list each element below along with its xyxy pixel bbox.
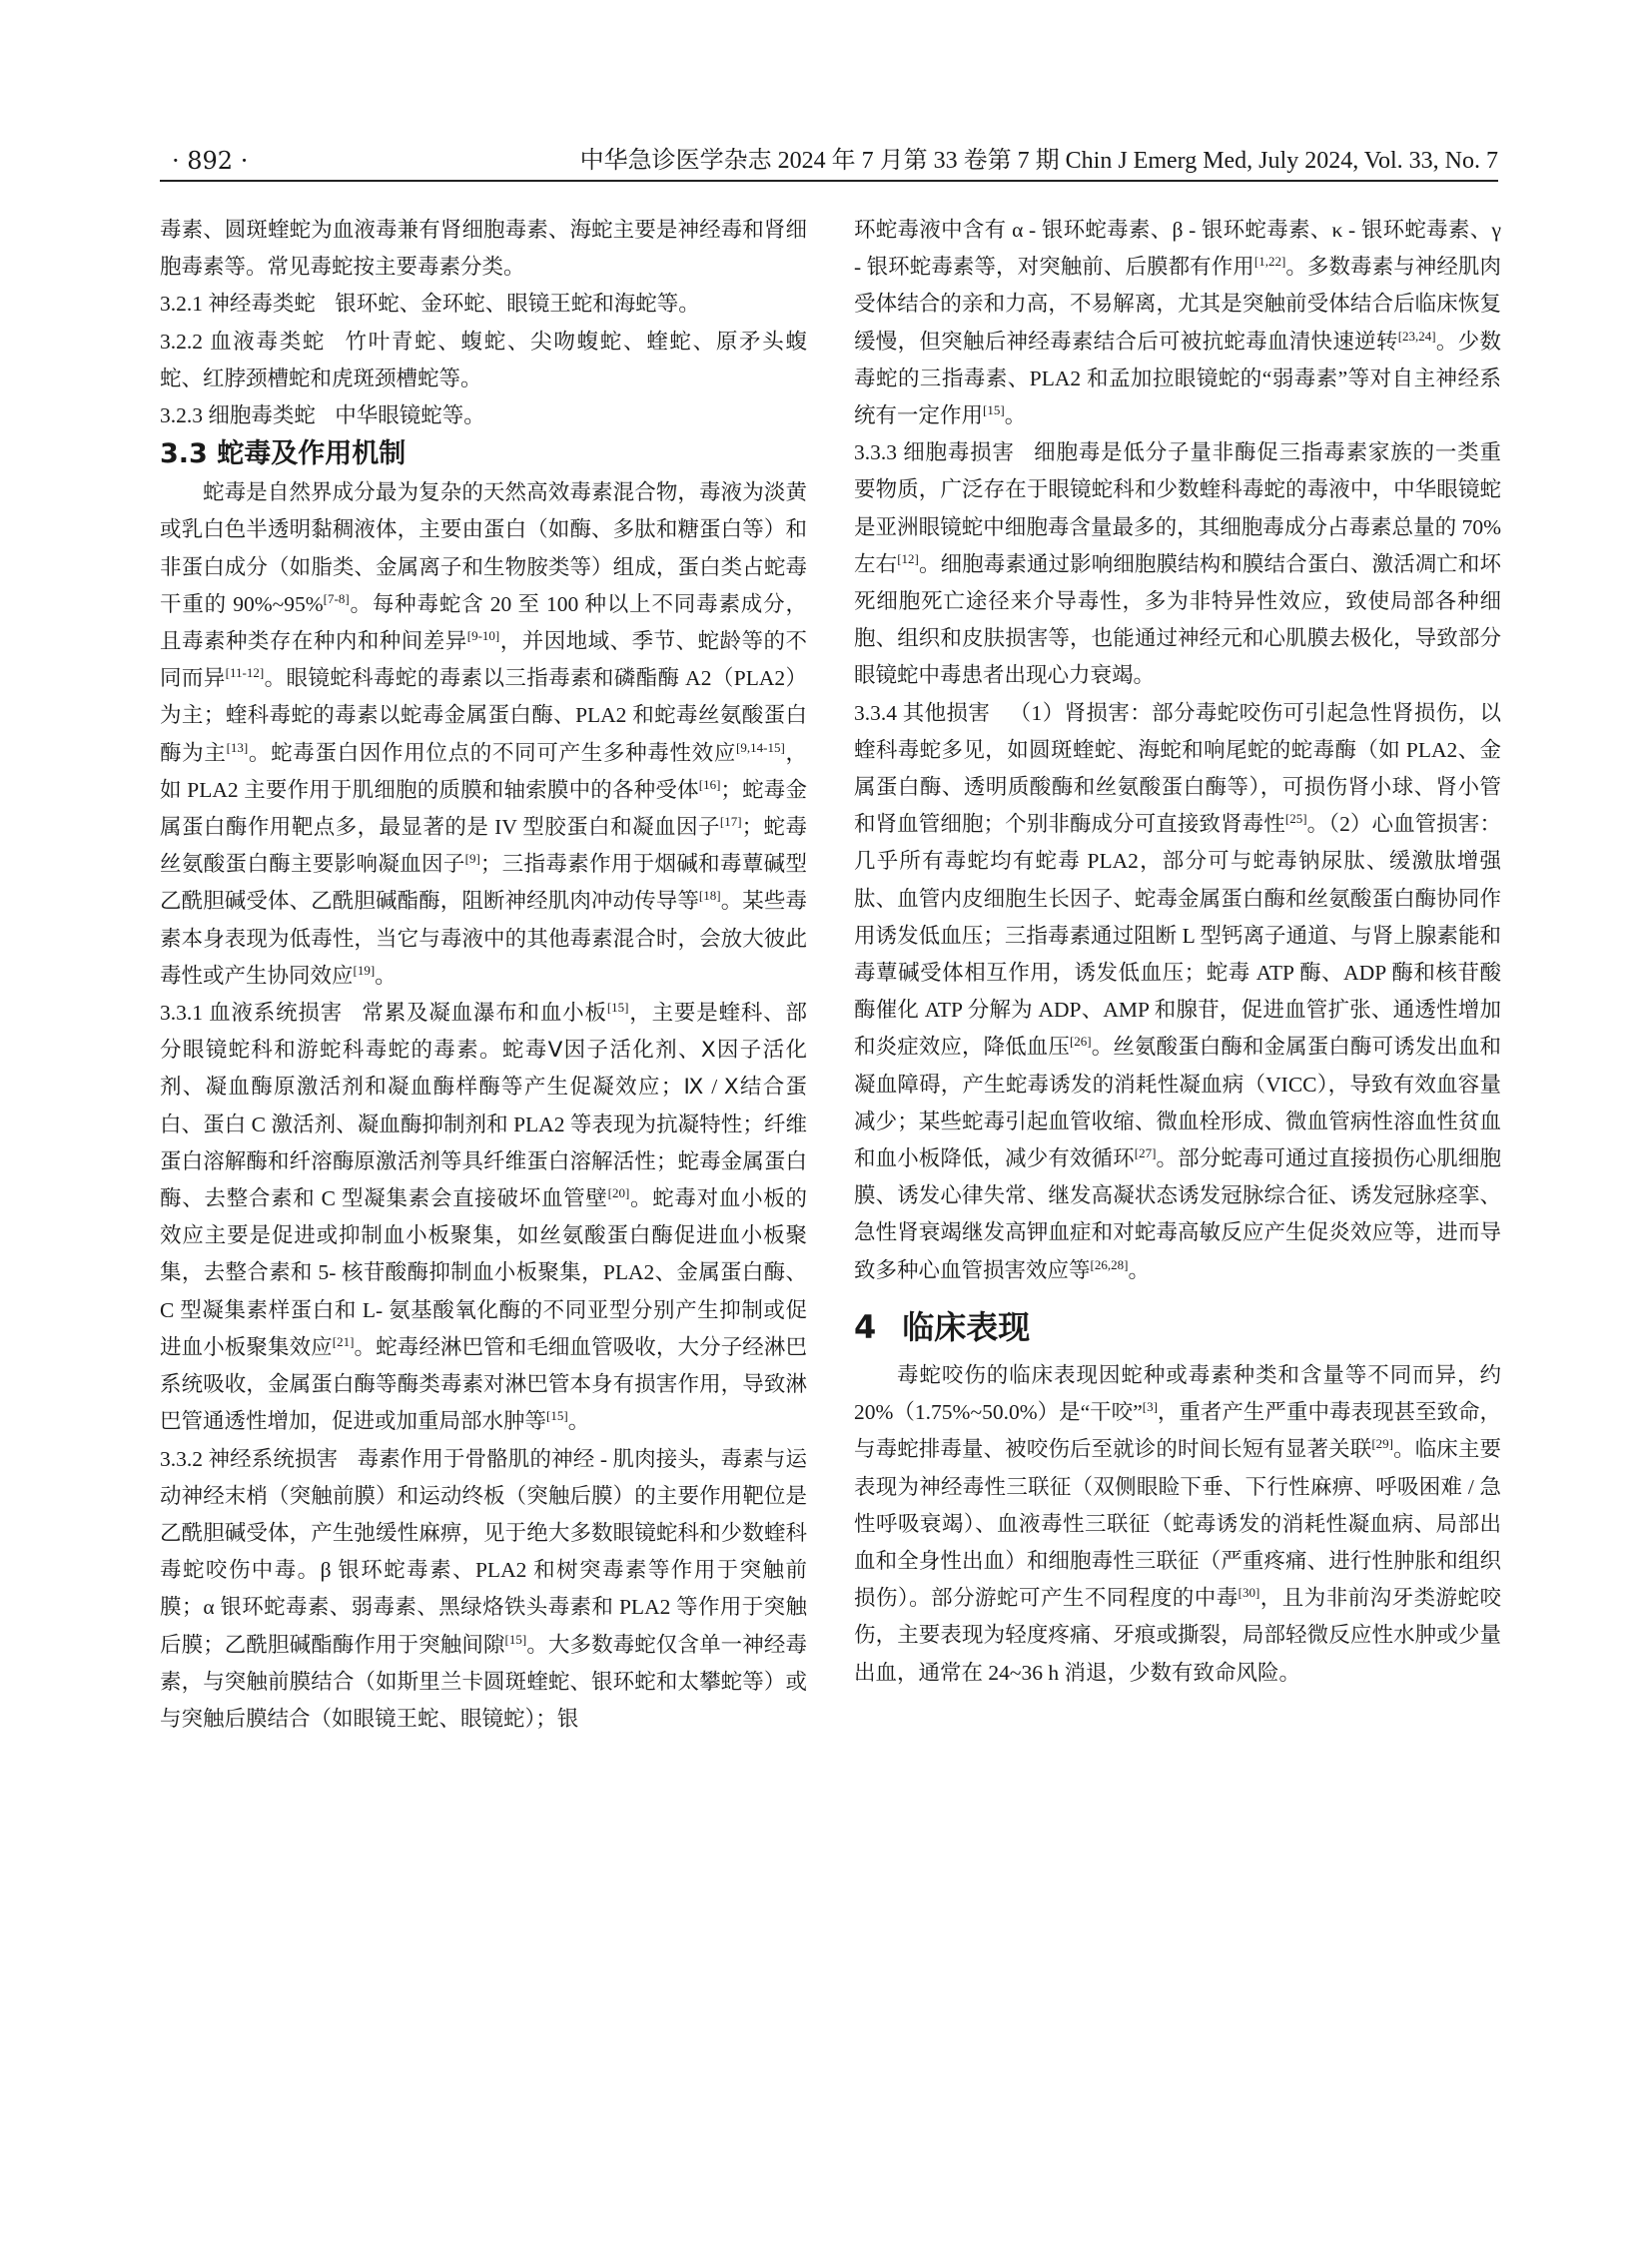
citation: [19] — [353, 962, 376, 978]
text-run: 。丝氨酸蛋白酶和金属蛋白酶可诱发出血和凝血障碍，产生蛇毒诱发的消耗性凝血病（VICC），导致有效血容量减少；某些蛇毒引起血管收缩、微血栓形成、微血管病性溶血性贫血和血小板降低，减少有效循环 — [854, 1035, 1501, 1171]
section-3-3-4 — [854, 695, 1501, 1289]
section-3-3-3 — [854, 434, 1501, 694]
left-column — [160, 212, 807, 1738]
right-column — [854, 212, 1501, 1692]
section-text: 竹叶青蛇、蝮蛇、尖吻蝮蛇、蝰蛇、原矛头蝮蛇、红脖颈槽蛇和虎斑颈槽蛇等。 — [160, 329, 807, 390]
section-3-2-1 — [160, 286, 807, 323]
citation: [13] — [226, 739, 249, 755]
citation: [26,28] — [1090, 1256, 1129, 1272]
text-run: 环蛇毒液中含有 α - 银环蛇毒素、β - 银环蛇毒素、κ - 银环蛇毒素、γ - 银环蛇毒素等，对突触前、后膜都有作用 — [854, 218, 1501, 280]
section-text: 中华眼镜蛇等。 — [335, 403, 485, 428]
citation: [15] — [983, 401, 1005, 417]
section-3-3-2 — [160, 1441, 807, 1739]
citation: [30] — [1238, 1584, 1260, 1600]
text-run: 。细胞毒素通过影响细胞膜结构和膜结合蛋白、激活凋亡和坏死细胞死亡途径来介导毒性，多为非特异性效应，致使局部各种细胞、组织和皮肤损害等，也能通过神经元和心肌膜去极化，导致部分眼镜蛇中毒患者出现心力衰竭。 — [854, 551, 1501, 688]
text-run: 。 — [1004, 403, 1027, 428]
text-run: 。眼镜蛇科毒蛇的毒素以三指毒素和磷酯酶 A2（PLA2）为主；蝰科毒蛇的毒素以蛇毒金属蛋白酶、PLA2 和蛇毒丝氨酸蛋白酶为主 — [160, 666, 807, 765]
section-heading-3-3: 3.3 蛇毒及作用机制 — [160, 438, 407, 470]
paragraph-continuation: 毒素、圆斑蝰蛇为血液毒兼有肾细胞毒素、海蛇主要是神经毒和肾细胞毒素等。常见毒蛇按主要毒素分类。 — [160, 218, 807, 280]
citation: [18] — [698, 888, 721, 904]
text-run: （1）肾损害：部分毒蛇咬伤可引起急性肾损伤，以蝰科毒蛇多见，如圆斑蝰蛇、海蛇和响尾蛇的蛇毒酶（如 PLA2、金属蛋白酶、透明质酸酶和丝氨酸蛋白酶等），可损伤肾小球、肾小管和肾血管细胞；个别非酶成分可直接致肾毒性 — [854, 700, 1501, 837]
text-run: ，如 PLA2 主要作用于肌细胞的质膜和轴索膜中的各种受体 — [160, 740, 807, 802]
text-run: 细胞毒是低分子量非酶促三指毒素家族的一类重要物质，广泛存在于眼镜蛇科和少数蝰科毒蛇的毒液中，中华眼镜蛇是亚洲眼镜蛇中细胞毒含量最多的，其细胞毒成分占毒素总量的 70% 左右 — [854, 440, 1501, 576]
text-run: 毒蛇咬伤的临床表现因蛇种或毒素种类和含量等不同而异，约 20%（1.75%~50.0%）是“干咬” — [854, 1362, 1501, 1425]
text-run: ；三指毒素作用于烟碱和毒蕈碱型乙酰胆碱受体、乙酰胆碱酯酶，阻断神经肌肉冲动传导等 — [160, 852, 807, 914]
text-run: ，重者产生严重中毒表现甚至致命，与毒蛇排毒量、被咬伤后至就诊的时间长短有显著关联 — [854, 1400, 1501, 1462]
section-title: 临床表现 — [902, 1307, 1031, 1346]
citation: [26] — [1069, 1034, 1092, 1050]
section-3-3-1 — [160, 995, 807, 1440]
citation: [17] — [719, 813, 742, 829]
section-title: 3.2.2 血液毒类蛇 — [160, 329, 327, 354]
text-run: 。 — [375, 963, 397, 988]
paragraph-continuation — [854, 212, 1501, 434]
text-run: 。蛇毒对血小板的效应主要是促进或抑制血小板聚集，如丝氨酸蛋白酶促进血小板聚集，去整合素和 5- 核苷酸酶抑制血小板聚集，PLA2、金属蛋白酶、C 型凝集素样蛋白和 L- 氨基酸氧化酶的不同亚型分别产生抑制或促进血小板聚集效应 — [160, 1186, 807, 1359]
text-run: 。部分蛇毒可通过直接损伤心肌细胞膜、诱发心律失常、继发高凝状态诱发冠脉综合征、诱发冠脉痉挛、急性肾衰竭继发高钾血症和对蛇毒高敏反应产生促炎效应等，进而导致多种心血管损害效应等 — [854, 1146, 1501, 1282]
text-run: 。大多数毒蛇仅含单一神经毒素，与突触前膜结合（如斯里兰卡圆斑蝰蛇、银环蛇和太攀蛇等）或与突触后膜结合（如眼镜王蛇、眼镜蛇）；银 — [160, 1632, 807, 1731]
text-run: 。多数毒素与神经肌肉受体结合的亲和力高，不易解离，尤其是突触前受体结合后临床恢复缓慢，但突触后神经毒素结合后可被抗蛇毒血清快速逆转 — [854, 255, 1501, 354]
text-run: 常累及凝血瀑布和血小板 — [362, 1001, 607, 1026]
text-run: 。少数毒蛇的三指毒素、PLA2 和孟加拉眼镜蛇的“弱毒素”等对自主神经系统有一定作用 — [854, 329, 1501, 428]
citation: [9] — [464, 851, 480, 867]
citation: [9,14-15] — [736, 739, 785, 755]
text-run: 。每种毒蛇含 20 至 100 种以上不同毒素成分，且毒素种类存在种内和种间差异 — [160, 591, 807, 654]
text-run: ；蛇毒金属蛋白酶作用靶点多，最显著的是 IV 型胶蛋白和凝血因子 — [160, 777, 807, 840]
citation: [12] — [897, 550, 919, 566]
citation: [9-10] — [466, 627, 500, 643]
citation: [21] — [332, 1333, 355, 1349]
page-number: · 892 · — [172, 147, 249, 175]
section-title: 3.3.3 细胞毒损害 — [854, 440, 1015, 465]
paragraph-4 — [854, 1357, 1501, 1692]
citation: [15] — [606, 999, 629, 1015]
text-run: 蛇毒是自然界成分最为复杂的天然高效毒素混合物，毒液为淡黄或乳白色半透明黏稠液体，主要由蛋白（如酶、多肽和糖蛋白等）和非蛋白成分（如脂类、金属离子和生物胺类等）组成，蛋白类占蛇毒干重的 90%~95% — [160, 480, 807, 616]
section-heading-4 — [854, 1307, 1501, 1347]
citation: [29] — [1371, 1436, 1393, 1452]
text-run: ，并因地域、季节、蛇龄等的不同而异 — [160, 629, 807, 691]
running-header — [160, 146, 1498, 182]
citation: [25] — [1284, 811, 1307, 827]
text-run: ，且为非前沟牙类游蛇咬伤，主要表现为轻度疼痛、牙痕或撕裂，局部轻微反应性水肿或少量出血，通常在 24~36 h 消退，少数有致命风险。 — [854, 1586, 1501, 1685]
section-3-2-3 — [160, 397, 807, 434]
text-run: 。 — [567, 1409, 590, 1434]
text-run: 。某些毒素本身表现为低毒性，当它与毒液中的其他毒素混合时，会放大彼此毒性或产生协同效应 — [160, 889, 807, 988]
citation: [15] — [504, 1631, 527, 1647]
citation: [7-8] — [323, 590, 350, 606]
citation: [11-12] — [225, 665, 265, 681]
text-run: 。蛇毒经淋巴管和毛细血管吸收，大分子经淋巴系统吸收，金属蛋白酶等酶类毒素对淋巴管本身有损害作用，导致淋巴管通透性增加，促进或加重局部水肿等 — [160, 1334, 807, 1434]
text-run: ；蛇毒丝氨酸蛋白酶主要影响凝血因子 — [160, 815, 807, 877]
citation: [27] — [1134, 1144, 1157, 1160]
text-run: 。临床主要表现为神经毒性三联征（双侧眼睑下垂、下行性麻痹、呼吸困难 / 急性呼吸衰竭）、血液毒性三联征（蛇毒诱发的消耗性凝血病、局部出血和全身性出血）和细胞毒性三联征（严重疼痛、进行性肿胀和组织损伤）。部分游蛇可产生不同程度的中毒 — [854, 1437, 1501, 1611]
citation: [3] — [1142, 1398, 1158, 1414]
paragraph-3-3 — [160, 474, 807, 995]
citation: [1,22] — [1253, 254, 1286, 270]
citation: [16] — [698, 776, 721, 792]
section-number: 4 — [854, 1307, 877, 1346]
citation: [15] — [546, 1408, 568, 1424]
text-run: 。 — [1128, 1257, 1150, 1282]
text-run: 。（2）心血管损害：几乎所有毒蛇均有蛇毒 PLA2，部分可与蛇毒钠尿肽、缓激肽增强肽、血管内皮细胞生长因子、蛇毒金属蛋白酶和丝氨酸蛋白酶协同作用诱发低血压；三指毒素通过阻断 L 型钙离子通道、与肾上腺素能和毒蕈碱受体相互作用，诱发低血压；蛇毒 ATP 酶、ADP 酶和核苷酸酶催化 ATP 分解为 ADP、AMP 和腺苷，促进血管扩张、通透性增加和炎症效应，降低血压 — [854, 812, 1501, 1060]
section-title: 3.3.4 其他损害 — [854, 700, 991, 725]
journal-citation: 中华急诊医学杂志 2024 年 7 月第 33 卷第 7 期 Chin J Emerg Med, July 2024, Vol. 33, No. 7 — [579, 148, 1498, 174]
text-run: ，主要是蝰科、部分眼镜蛇科和游蛇科毒蛇的毒素。蛇毒Ⅴ因子活化剂、Ⅹ因子活化剂、凝血酶原激活剂和凝血酶样酶等产生促凝效应；Ⅸ / Ⅹ结合蛋白、蛋白 C 激活剂、凝血酶抑制剂和 PLA2 等表现为抗凝特性；纤维蛋白溶解酶和纤溶酶原激活剂等具纤维蛋白溶解活性；蛇毒金属蛋白酶、去整合素和 C 型凝集素会直接破坏血管壁 — [160, 1001, 807, 1211]
text-run: 毒素作用于骨骼肌的神经 - 肌肉接头，毒素与运动神经末梢（突触前膜）和运动终板（突触后膜）的主要作用靶位是乙酰胆碱受体，产生弛缓性麻痹，见于绝大多数眼镜蛇科和少数蝰科毒蛇咬伤中毒。β 银环蛇毒素、PLA2 和树突毒素等作用于突触前膜；α 银环蛇毒素、弱毒素、黑绿烙铁头毒素和 PLA2 等作用于突触后膜；乙酰胆碱酯酶作用于突触间隙 — [160, 1446, 807, 1657]
section-title: 3.2.1 神经毒类蛇 — [160, 292, 316, 317]
text-run: 。蛇毒蛋白因作用位点的不同可产生多种毒性效应 — [248, 740, 737, 765]
citation: [20] — [607, 1184, 630, 1200]
section-title: 3.3.1 血液系统损害 — [160, 1001, 344, 1026]
section-text: 银环蛇、金环蛇、眼镜王蛇和海蛇等。 — [335, 292, 700, 317]
citation: [23,24] — [1397, 328, 1436, 344]
section-title: 3.2.3 细胞毒类蛇 — [160, 403, 316, 428]
section-title: 3.3.2 神经系统损害 — [160, 1446, 339, 1471]
section-3-2-2 — [160, 324, 807, 397]
